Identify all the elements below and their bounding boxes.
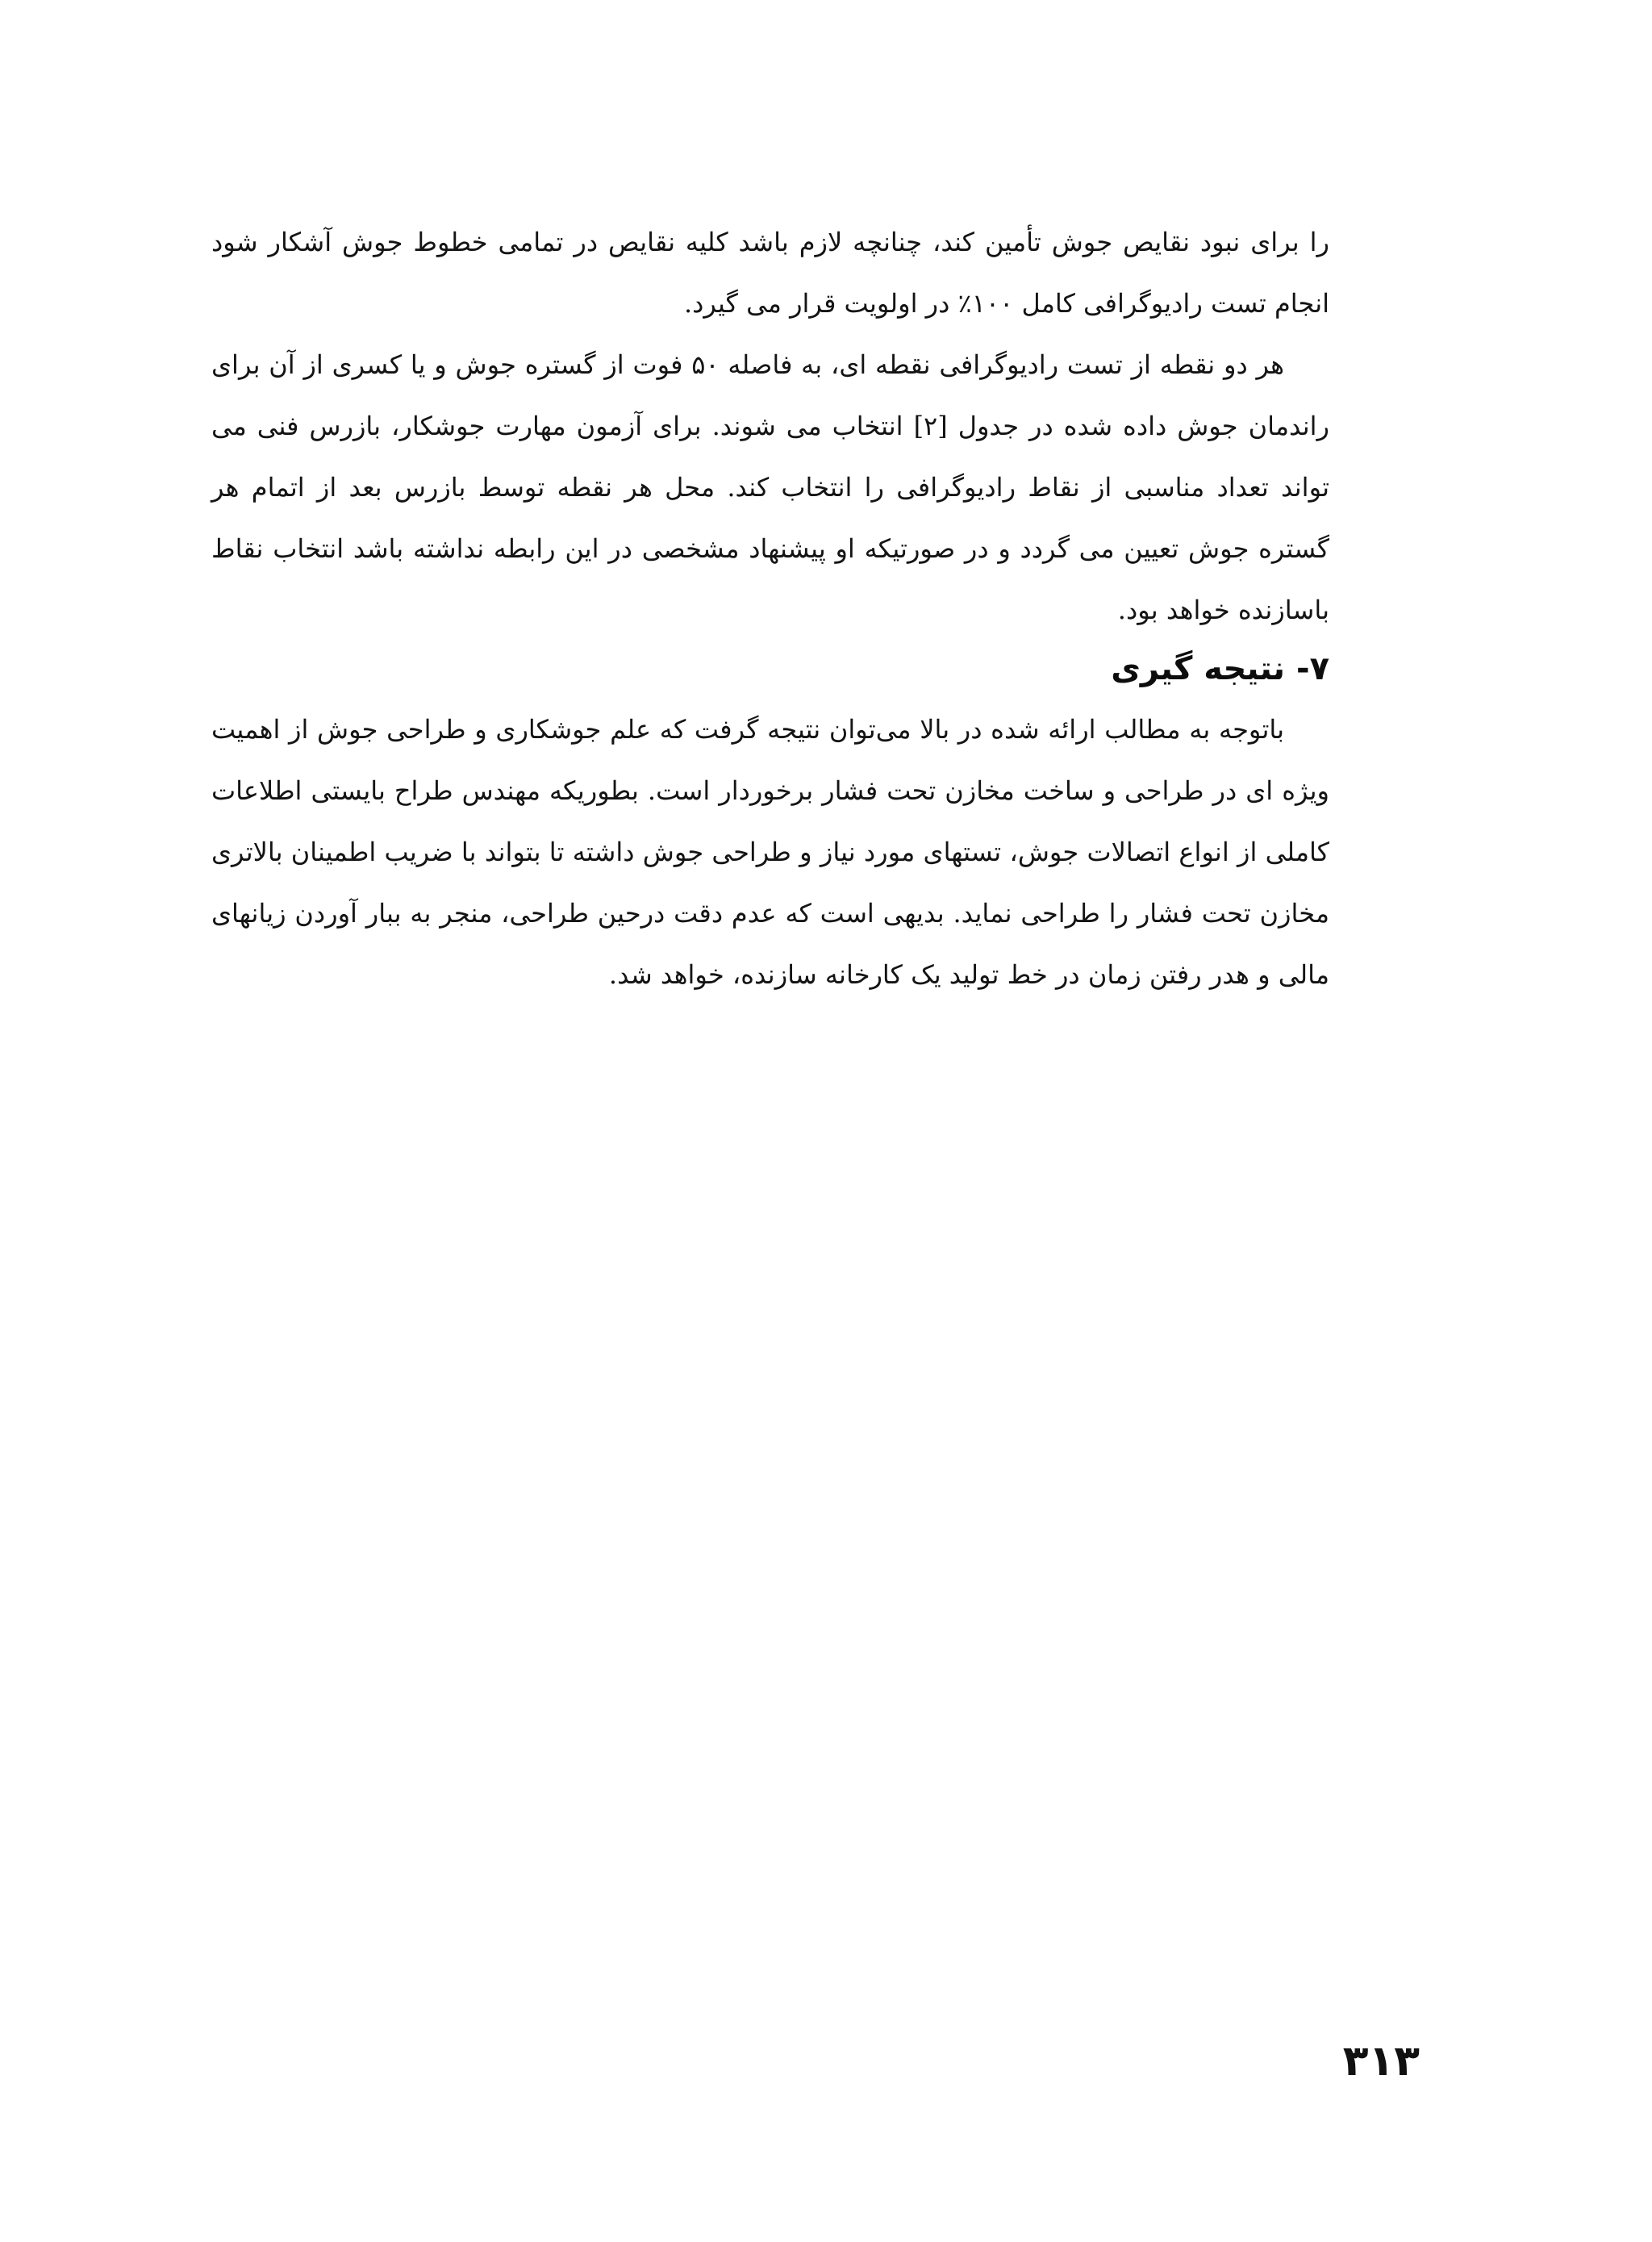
paragraph-conclusion: باتوجه به مطالب ارائه شده در بالا می‌توان نتیجه گرفت که علم جوشکاری و طراحی جوش از اهمیت ویژه ای در طراحی و ساخت مخازن تحت فشار برخوردار است. بطوریکه مهندس طراح بایستی اطلاعات کاملی از انواع اتصالات جوش، تستهای مورد نیاز و طراحی جوش داشته تا بتواند با ضریب اطمینان بالاتری مخازن تحت فشار را طراحی نماید. بدیهی است که عدم دقت درحین طراحی، منجر به ببار آوردن زیانهای مالی و هدر رفتن زمان در خط تولید یک کارخانه سازنده، خواهد شد. — [211, 714, 1329, 990]
section-heading-conclusion: ۷- نتیجه گیری — [1111, 650, 1329, 687]
body-text — [211, 211, 1329, 1005]
paragraph-spot-radiography: هر دو نقطه از تست رادیوگرافی نقطه ای، به فاصله ۵۰ فوت از گستره جوش و یا کسری از آن برای راندمان جوش داده شده در جدول [۲] انتخاب می شوند. برای آزمون مهارت جوشکار، بازرس فنی می تواند تعداد مناسبی از نقاط رادیوگرافی را انتخاب کند. محل هر نقطه توسط بازرس بعد از اتمام هر گستره جوش تعیین می گردد و در صورتیکه او پیشنهاد مشخصی در این رابطه نداشته باشد انتخاب نقاط باسازنده خواهد بود. — [211, 349, 1329, 625]
page-number: ۳۱۳ — [1342, 2037, 1420, 2085]
paragraph-radiography-intro: را برای نبود نقایص جوش تأمین کند، چنانچه لازم باشد کلیه نقایص در تمامی خطوط جوش آشکار شود انجام تست رادیوگرافی کامل ۱۰۰٪ در اولویت قرار می گیرد. — [211, 227, 1329, 319]
